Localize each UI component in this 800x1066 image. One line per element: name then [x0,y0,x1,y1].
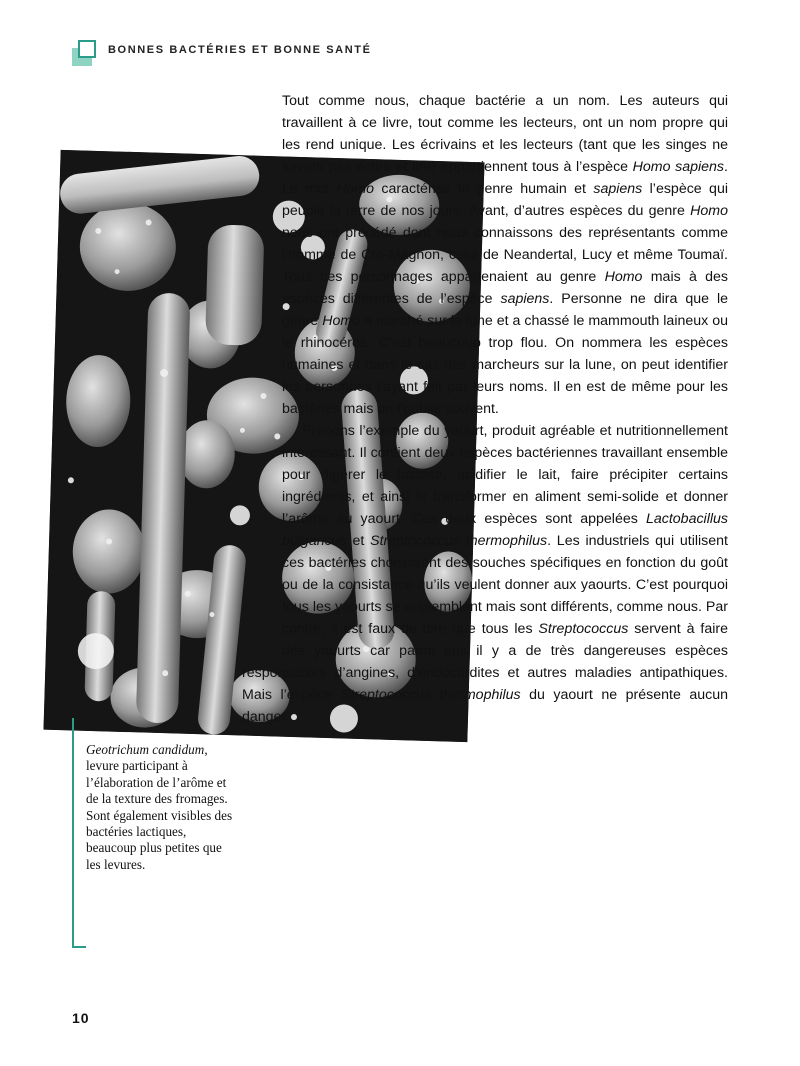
caption-accent-bar [72,718,74,948]
italic-term: Homo [322,313,361,329]
italic-term: sapiens [500,291,550,307]
italic-term: Streptococcus thermophilus [370,533,548,549]
text-run: l’espèce qui peuple la terre de nos jours. Avant, d’autres espèces du genre [282,181,728,219]
page-number: 10 [72,1010,90,1026]
italic-term: sapiens [593,181,643,197]
text-run: caractérise le genre humain et [374,181,594,197]
photo-float-space [50,92,282,650]
text-run: a marché sur la lune et a chassé le mammouth laineux ou le rhinocéros. C’est beaucoup trop flou. On nommera les espèces humaines et dans le cas des marcheurs sur la lune, on peut identifier les personnes l’ayant fait par leurs noms. Il en est de même pour les bactéries mais on l’oublie souvent. [282,313,728,417]
caption-accent-foot [72,946,86,948]
text-run: . Les industriels qui utilisent ces bactéries choisissent des souches spécifiques en fonction du goût ou de la consistance qu’ils veulent donner aux yaourts. C’est pourquoi tous les yaourts se ressemblent mais sont différents, comme nous. Par contre, il est faux de dire que tous les [282,533,729,637]
text-run: Prenons l’exemple du yaourt, produit agréable et nutritionnellement intéressant. Il contient deux espèces bactériennes travaillant ensemble pour digérer le lactose, acidifier le lait, faire précipiter certains ingrédients, et ainsi le transformer en aliment semi-solide et donner l’arôme au yaourt. Ces deux espèces sont appelées [282,423,728,527]
italic-term: Lactobacillus bulgaricus [282,511,728,549]
text-run: nous ont précédé dont nous connaissons des représentants comme l’homme de Cro-Magnon, celui de Neandertal, Lucy et même Toumaï. Tous ces personnages appartenaient au genre [282,225,728,285]
paragraph-1 [242,90,728,420]
caption-text: , levure participant à l’élaboration de l’arôme et de la texture des fromages. Sont également visibles des bactéries lactiques, beaucoup plus petites que les levures. [86,742,233,872]
photo-caption [86,742,236,873]
text-run: Tout comme nous, chaque bactérie a un nom. Les auteurs qui travaillent à ce livre, tout comme les lecteurs, ont un nom propre qui les rend unique. Les écrivains et les lecteurs (tant que les singes ne savent pas écrire et lire) appartiennent tous à l’espèce [282,93,728,175]
italic-term: Streptococcus [538,621,629,637]
running-title: BONNES BACTÉRIES ET BONNE SANTÉ [108,44,372,56]
text-run: et [346,533,371,549]
caption-species: Geotrichum candidum [86,742,205,757]
italic-term: Homo sapiens [632,159,725,175]
chapter-logo-icon [72,40,100,66]
text-run: . Le mot [282,159,728,197]
italic-term: Homo [336,181,375,197]
main-body-text [242,90,728,728]
italic-term: Streptococcus thermophilus [341,687,521,703]
text-run: mais à des espèces différentes de l’espèce [282,269,729,307]
paragraph-2 [242,420,728,728]
text-run: servent à faire des yaourts car parmi eux il y a de très dangereuses espèces responsables d’angines, d’endocardites et autres maladies antipathiques. Mais l’espèce [242,621,728,703]
text-run: . Personne ne dira que le genre [282,291,728,329]
text-run: du yaourt ne présente aucun danger. [242,687,728,725]
italic-term: Homo [690,203,728,219]
italic-term: Homo [604,269,643,285]
